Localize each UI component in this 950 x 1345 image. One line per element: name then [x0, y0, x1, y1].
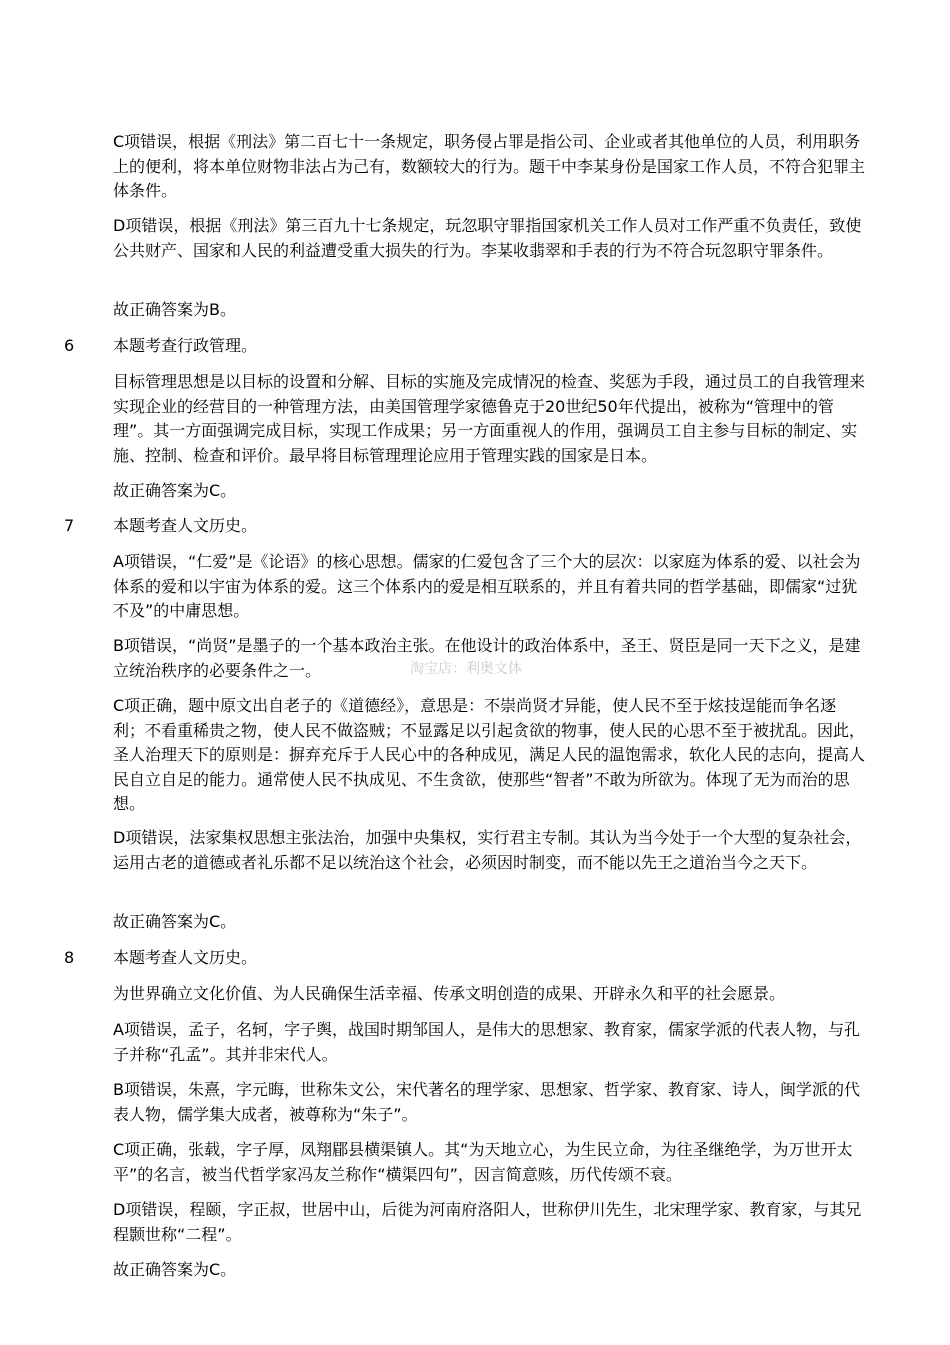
paragraph-a-option-mencius: A项错误，孟子，名轲，字子舆，战国时期邹国人，是伟大的思想家、教育家，儒家学派的代表人物，与孔子并称“孔孟”。其并非宋代人。 [113, 1020, 860, 1064]
paragraph-cultural-values: 为世界确立文化价值、为人民确保生活幸福、传承文明创造的成果、开辟永久和平的社会愿景。 [113, 984, 786, 1003]
question-topic-7: 本题考查人文历史。 [113, 516, 258, 535]
paragraph-b-option-zhuxi: B项错误，朱熹，字元晦，世称朱文公，宋代著名的理学家、思想家、哲学家、教育家、诗人，闽学派的代表人物，儒学集大成者，被尊称为“朱子”。 [113, 1080, 860, 1124]
answer-line-q7: 故正确答案为C。 [113, 912, 237, 931]
paragraph-mbo-explanation: 目标管理思想是以目标的设置和分解、目标的实施及完成情况的检查、奖惩为手段，通过员工的自我管理来实现企业的经营目的一种管理方法，由美国管理学家德鲁克于20世纪50年代提出，被称为“管理中的管理”。其一方面强调完成目标，实现工作成果；另一方面重视人的作用，强调员工自主参与目标的制定、实施、控制、检查和评价。最早将目标管理理论应用于管理实践的国家是日本。 [113, 372, 866, 465]
answer-line-q8: 故正确答案为C。 [113, 1260, 237, 1279]
shop-watermark: 淘宝店：利奥文体 [410, 661, 522, 677]
paragraph-a-option-renai: A项错误，“仁爱”是《论语》的核心思想。儒家的仁爱包含了三个大的层次：以家庭为体系的爱、以社会为体系的爱和以宇宙为体系的爱。这三个体系内的爱是相互联系的，并且有着共同的哲学基础，即儒家“过犹不及”的中庸思想。 [113, 552, 861, 620]
question-number-8: 8 [64, 948, 75, 967]
answer-line-q6: 故正确答案为C。 [113, 481, 237, 500]
paragraph-b-option-shangxian: B项错误，“尚贤”是墨子的一个基本政治主张。在他设计的政治体系中，圣王、贤臣是同一天下之义，是建立统治秩序的必要条件之一。 [113, 636, 861, 680]
answer-line-q5: 故正确答案为B。 [113, 300, 236, 319]
question-topic-8: 本题考查人文历史。 [113, 948, 258, 967]
paragraph-d-option-chengyi: D项错误，程颐，字正叔，世居中山，后徙为河南府洛阳人，世称伊川先生，北宋理学家、教育家，与其兄程颢世称“二程”。 [113, 1200, 862, 1244]
paragraph-d-option-dereliction: D项错误，根据《刑法》第三百九十七条规定，玩忽职守罪指国家机关工作人员对工作严重不负责任，致使公共财产、国家和人民的利益遭受重大损失的行为。李某收翡翠和手表的行为不符合玩忽职守罪条件。 [113, 216, 862, 260]
paragraph-d-option-legalism: D项错误，法家集权思想主张法治，加强中央集权，实行君主专制。其认为当今处于一个大型的复杂社会，运用古老的道德或者礼乐都不足以统治这个社会，必须因时制变，而不能以先王之道治当今之天下。 [113, 828, 862, 872]
question-number-6: 6 [64, 336, 75, 355]
paragraph-c-option-daodejing: C项正确，题中原文出自老子的《道德经》，意思是：不崇尚贤才异能，使人民不至于炫技逞能而争名逐利；不看重稀贵之物，使人民不做盗贼；不显露足以引起贪欲的物事，使人民的心思不至于被扰乱。因此，圣人治理天下的原则是：摒弃充斥于人民心中的各种成见，满足人民的温饱需求，软化人民的志向，提高人民自立自足的能力。通常使人民不执成见、不生贪欲，使那些“智者”不敢为所欲为。体现了无为而治的思想。 [113, 696, 866, 813]
paragraph-c-option-embezzlement: C项错误，根据《刑法》第二百七十一条规定，职务侵占罪是指公司、企业或者其他单位的人员，利用职务上的便利，将本单位财物非法占为己有，数额较大的行为。题干中李某身份是国家工作人员，不符合犯罪主体条件。 [113, 132, 866, 200]
paragraph-c-option-zhangzai: C项正确，张载，字子厚，凤翔郿县横渠镇人。其“为天地立心，为生民立命，为往圣继绝学，为万世开太平”的名言，被当代哲学家冯友兰称作“横渠四句”，因言简意赅，历代传颂不衰。 [113, 1140, 853, 1184]
question-number-7: 7 [64, 516, 75, 535]
question-topic-6: 本题考查行政管理。 [113, 336, 258, 355]
